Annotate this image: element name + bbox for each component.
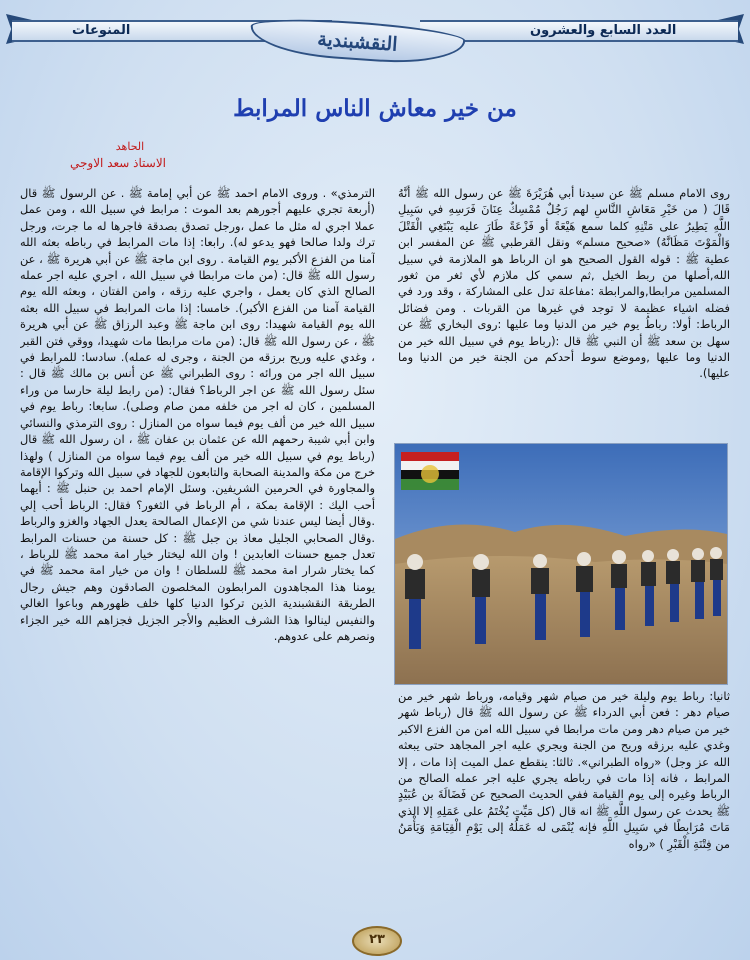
author-label: الحاهد bbox=[115, 140, 145, 153]
article-photo bbox=[394, 443, 728, 685]
body-text-right-bottom: ثانيا: رباط يوم وليلة خير من صيام شهر وقيامه، ورباط شهر خير من صيام دهر : فعن أبي الدرداء ﷺ عن رسول الله ﷺ قال (رباط شهر خير من صيام دهر ومن مات مرابطا في سبيل الله امن من الفزع الاكبر وغدي عليه برزقه وريح من الجنة ويجري عليه اجر المجاهد حتى يبعثه الله عز وجل) «رواه الطبراني». ثالثا: ينقطع عمل الميت إذا مات ، إلا المرابط ، فانه إذا مات في رباطه يجري عليه اجر عمله الصالح من الرباط وغيره إلى يوم القيامة ففي الحديث الصحيح عن فَضَالَةَ بن عُبَيْدٍ ﷺ يحدث عن رسول اللَّهِ ﷺ انه قال (كل مَيِّتٍ يُخْتَمُ على عَمَلِهِ إلا الذي مَاتَ مُرَابِطًا في سَبِيلِ اللَّهِ فإنه يُنْمَى له عَمَلُهُ إلى يَوْمِ الْقِيَامَةِ وَيَأْمَنُ من فِتْنَةِ الْقَبْرِ ) «رواه bbox=[398, 689, 730, 851]
article-title: من خير معاش الناس المرابط bbox=[233, 95, 517, 122]
body-text-right-top: روى الامام مسلم ﷺ عن سيدنا أبي هُرَيْرَةَ ﷺ عن رسول الله ﷺ أَنَّهُ قَالَ ( من خَيْرِ مَعَاشِ النَّاسِ لهم رَجُلٌ مُمْسِكٌ عِنَانَ فَرَسِهِ في سَبِيلِ اللَّهِ يَطِيرُ على مَتْنِهِ كلما سمع هَيْعَةً أو فَزْعَةً طَارَ عليه يَبْتَغِي الْقَتْلَ وَالْمَوْتَ مَظَانَّهُ) «صحيح مسلم» ونقل القرطبي ﷺ عن المفسر ابن عطية ﷺ : قوله القول الصحيح هو ان الرباط هو الملازمة في سبيل الله,أصلها من ربط الخيل ,ثم سمي كل ملازم لأي ثغر من ثغور المسلمين مرابطا,والمرابطة :مفاعلة تدل على المشاركة ، وقد ورد في فضله اشياء عظيمة لا توجد في غيرها من القربات . ومن فضائل الرباط: أولا: رباطُ يوم خير من الدنيا وما عليها :روى البخاري ﷺ عن سهل بن سعد ﷺ أن النبي ﷺ قال :(رباط يوم في سبيل الله خير من الدنيا وما عليها ,وموضع سوط أحدكم من الجنة خير من الدنيا وما عليها). bbox=[398, 186, 730, 381]
page-number: ٢٣ bbox=[352, 926, 402, 956]
issue-ribbon bbox=[420, 20, 738, 42]
author-name: الاستاذ سعد الاوجي bbox=[69, 156, 167, 170]
body-text-left: الترمذي» . وروى الامام احمد ﷺ عن أبي إمامة ﷺ . عن الرسول ﷺ قال (أربعة تجري عليهم أجورهم بعد الموت : مرابط في سبيل الله ، ومن عمل عملا اجري له مثل ما عمل ،ورجل تصدق بصدقة فاجرها له ما جرت، ورجل ترك ولدا صالحا فهو يدعو له). رابعا: إذا مات المرابط في رباطه بعثه الله آمنا من الفزع الأكبر يوم القيامة . روى ابن ماجة ﷺ عن أبي هريرة ﷺ ، عن رسول الله ﷺ قال: (من مات مرابطا في سبيل الله ، اجري عليه اجر عمله الصالح الذي كان يعمل ، واجري عليه رزقه ، وامن الفتان ، وبعثه الله يوم القيامة آمنا من الفزع الأكبر). خامسا: إذا مات المرابط في سبيل الله بعثه الله يوم القيامة شهيدا: روى ابن ماجة ﷺ وعبد الرزاق ﷺ عن أبي هريرة ﷺ ، عن رسول الله ﷺ قال: (من مات مرابطا مات شهيدا، ووقي فتن القبر ، وغدي عليه وريح برزقه من الجنة ، وجرى له عمله). سادسا: للمرابط في سبيل الله اجر من ورائه : روى الطبراني ﷺ عن أنس بن مالك ﷺ قال : سئل رسول الله ﷺ عن اجر الرباط؟ فقال: (من رابط ليلة حارسا من وراء المسلمين ، كان له اجر من خلفه ممن صام وصلى). سابعا: رباط يوم في سبيل الله خير من ألف يوم فيما سواه من المنازل : روى الترمذي والنسائي وابن أبي شيبة رحمهم الله عن عثمان بن عفان ﷺ ، ان رسول الله ﷺ قال (رباط يوم في سبيل الله خير من ألف يوم فيما سواه من المنازل ) ولهذا خرج من مكة والمدينة الصحابة والتابعون للجهاد في سبيل الله وتركوا الإقامة والمجاورة في الحرمين الشريفين. وسئل الإمام احمد بن حنبل ﷺ : أيهما أحب اليك : الإقامة بمكة ، أم الرباط في الثغور؟ فقال: الرباط أحب إلي .وقال أيضا ليس عندنا شي من الإعمال الصالحة يعدل الجهاد والغزو والرباط .وقال الصحابي الجليل معاذ بن جبل ﷺ : كل حسنة من حسنات المرابط تعدل جميع حسنات العابدين ! وان الله ليختار خيار امة محمد ﷺ للرباط ، كما يختار شرار امة محمد ﷺ للسلطان ! وان من خيار امة محمد ﷺ في يومنا هذا المجاهدون المرابطون المخلصون الصادقون وهم جيش رجال الطريقة النقشبندية الذين تركوا الدنيا كلها خلف ظهورهم وباعوا الغالي والنفيس لينالوا هذا الشرف العظيم والأجر الجزيل فجزاهم الله خير الجزاء ونصرهم على عدوهم. bbox=[20, 186, 375, 643]
column-left bbox=[20, 185, 375, 910]
issue-label: العدد السابع والعشرون bbox=[530, 23, 677, 38]
photo-illustration bbox=[395, 444, 727, 684]
column-right-bottom bbox=[398, 688, 730, 938]
magazine-name: النقشبندية bbox=[316, 28, 399, 56]
column-right-top bbox=[398, 185, 730, 443]
logo-flag-icon bbox=[401, 452, 459, 490]
section-label: المنوعات bbox=[72, 23, 131, 38]
